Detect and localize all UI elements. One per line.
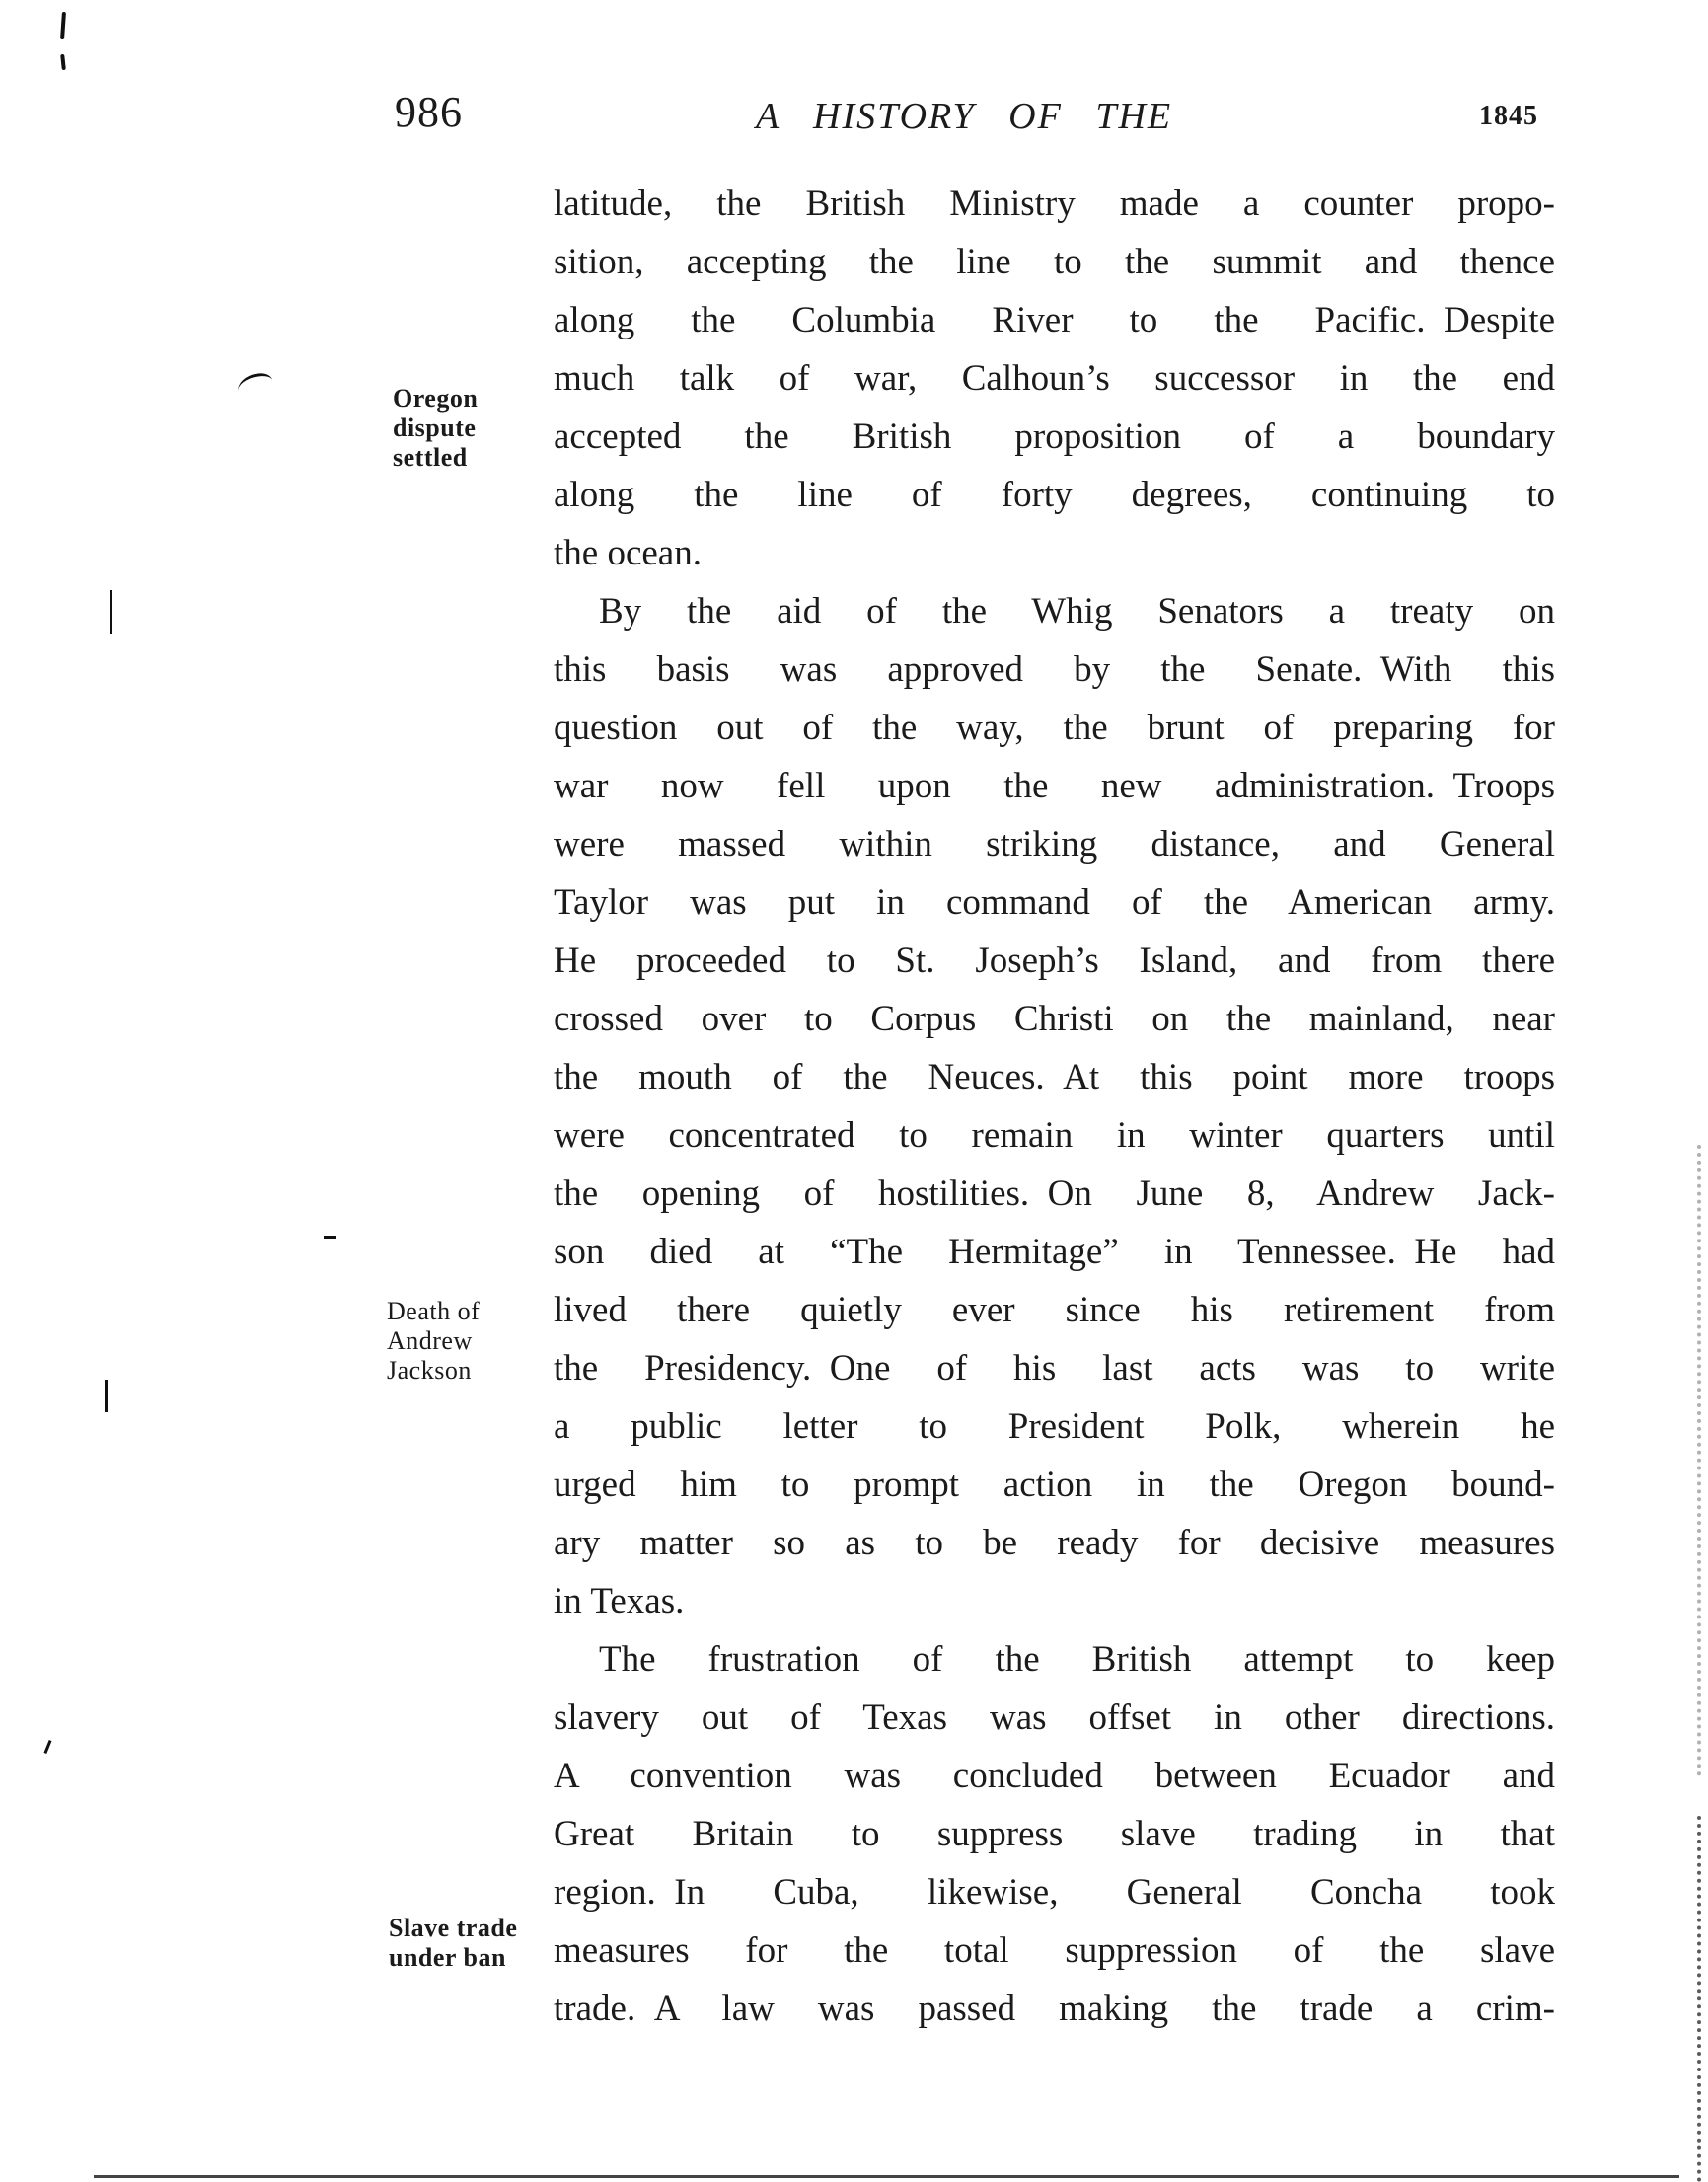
margin-note-line: settled (393, 443, 468, 472)
text-line: the ocean. (554, 533, 702, 573)
margin-note-line: Oregon (393, 384, 479, 413)
text-line: Great Britain to suppress slave trading in that (554, 1814, 1555, 1854)
paragraph-treaty-and-jackson (554, 582, 1555, 1630)
text-line: latitude, the British Ministry made a counter propo- (554, 184, 1555, 224)
text-line: accepted the British proposition of a boundary (554, 416, 1555, 457)
text-line: the mouth of the Neuces. At this point more troops (554, 1057, 1555, 1097)
scan-ink-mark (236, 371, 273, 391)
page-year: 1845 (1479, 101, 1538, 131)
paragraph-oregon-settlement (554, 175, 1555, 582)
scan-bottom-edge (94, 2175, 1679, 2178)
page-number: 986 (395, 88, 463, 136)
scan-edge-dots (1697, 1816, 1701, 2182)
margin-note-oregon-dispute (393, 384, 565, 473)
scan-ink-mark (60, 12, 66, 39)
scan-edge-dots (1697, 1145, 1701, 1776)
text-line: the opening of hostilities. On June 8, Andrew Jack- (554, 1173, 1555, 1214)
scan-ink-mark (324, 1236, 336, 1239)
scan-ink-mark (60, 54, 66, 70)
text-line: lived there quietly ever since his retirement from (554, 1290, 1555, 1330)
text-line: this basis was approved by the Senate. With this (554, 649, 1555, 690)
text-line: region. In Cuba, likewise, General Concha took (554, 1872, 1555, 1913)
text-line: slavery out of Texas was offset in other directions. (554, 1697, 1555, 1738)
text-line: the Presidency. One of his last acts was to write (554, 1348, 1555, 1389)
margin-note-line: Death of (387, 1297, 481, 1325)
margin-note-line: Jackson (387, 1356, 472, 1385)
margin-note-line: dispute (393, 414, 477, 442)
text-line: A convention was concluded between Ecuador and (554, 1756, 1555, 1796)
text-line: along the line of forty degrees, continuing to (554, 475, 1555, 515)
margin-note-line: Slave trade (389, 1914, 518, 1942)
text-line: By the aid of the Whig Senators a treaty on (599, 591, 1555, 632)
text-line: The frustration of the British attempt to keep (599, 1639, 1555, 1680)
text-line: measures for the total suppression of the slave (554, 1930, 1555, 1971)
text-line: ary matter so as to be ready for decisive measures (554, 1523, 1555, 1563)
scan-ink-mark (43, 1740, 51, 1754)
text-line: along the Columbia River to the Pacific. Despite (554, 300, 1555, 340)
text-line: urged him to prompt action in the Oregon bound- (554, 1465, 1555, 1505)
scan-ink-mark (110, 590, 112, 634)
text-line: crossed over to Corpus Christi on the mainland, near (554, 999, 1555, 1039)
text-line: question out of the way, the brunt of preparing for (554, 708, 1555, 748)
margin-note-line: Andrew (387, 1326, 473, 1355)
running-title: A HISTORY OF THE (756, 96, 1173, 137)
text-line: a public letter to President Polk, wherein he (554, 1406, 1555, 1447)
text-line: He proceeded to St. Joseph’s Island, and from there (554, 941, 1555, 981)
text-line: war now fell upon the new administration. Troops (554, 766, 1555, 806)
text-line: much talk of war, Calhoun’s successor in the end (554, 358, 1555, 399)
text-line: trade. A law was passed making the trade a crim- (554, 1989, 1555, 2029)
text-line: in Texas. (554, 1581, 685, 1621)
body-text-column (554, 175, 1555, 2038)
text-line: sition, accepting the line to the summit and thence (554, 242, 1555, 282)
scan-ink-mark (105, 1380, 108, 1412)
text-line: Taylor was put in command of the American army. (554, 882, 1555, 923)
text-line: son died at “The Hermitage” in Tennessee. He had (554, 1232, 1555, 1272)
margin-note-line: under ban (389, 1943, 506, 1972)
text-line: were concentrated to remain in winter quarters until (554, 1115, 1555, 1156)
margin-note-death-of-jackson (387, 1297, 559, 1386)
paragraph-slave-trade (554, 1630, 1555, 2038)
text-line: were massed within striking distance, and General (554, 824, 1555, 865)
